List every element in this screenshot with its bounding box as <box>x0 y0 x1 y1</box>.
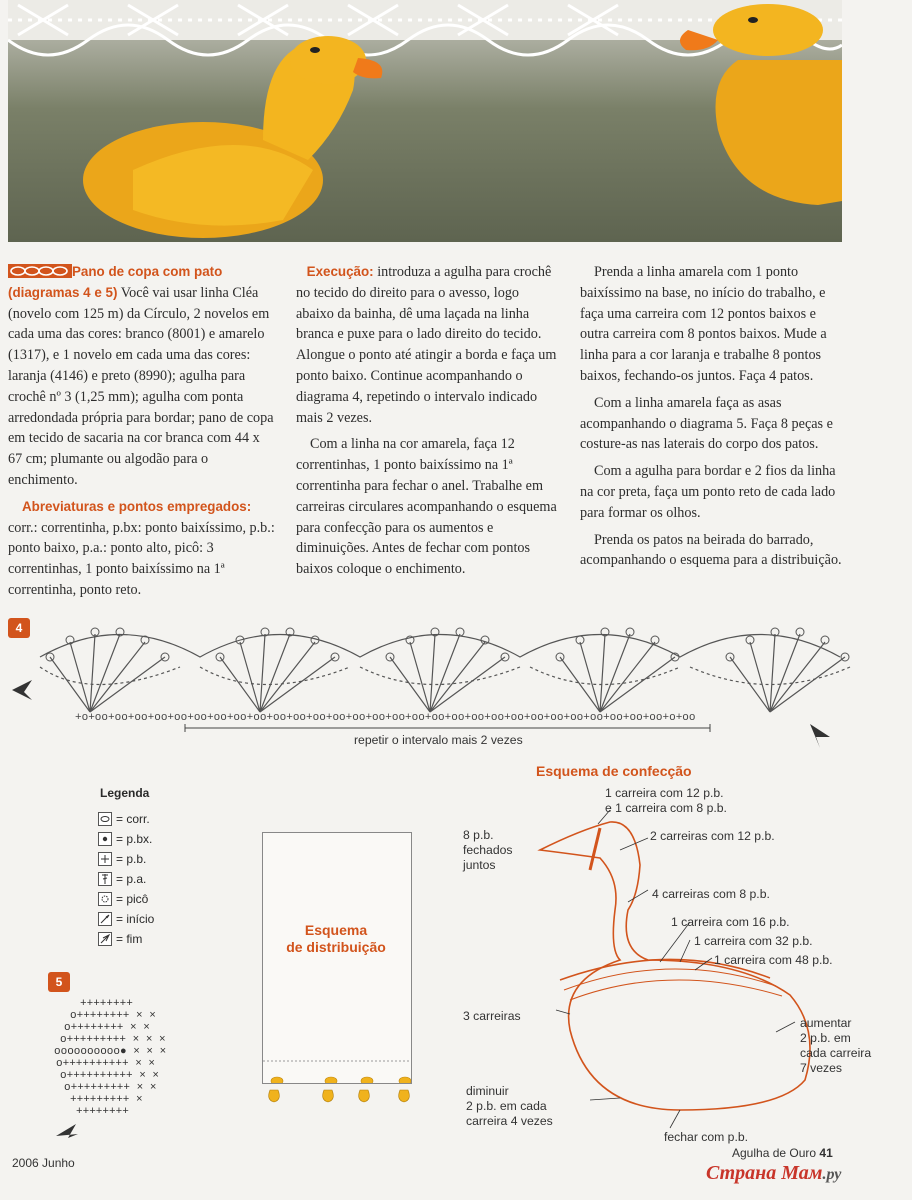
legend-item-start: = início <box>98 912 154 926</box>
picot-symbol-icon <box>98 892 112 906</box>
schema-label-b: e 1 carreira com 8 p.b. <box>605 801 727 815</box>
right-paragraph-2: Com a linha amarela faça as asas acompanhando o diagrama 5. Faça 8 peças e costure-as nas laterais do corpo dos patos. <box>580 394 833 453</box>
section-title: Pano de copa com pato <box>72 264 223 279</box>
schema-label-a: 1 carreira com 12 p.b. <box>605 786 724 800</box>
execution-paragraph: Execução: introduza a agulha para crochê no tecido do direito para o avesso, logo abaixo da bainha, dê uma laçada na linha branca e puxe para o lado direito do tecido. Alongue o ponto até atingir a borda e faça um ponto baixo. Continue acompanhando o diagrama 4, repetindo o intervalo indicado mais 2 vezes. <box>296 264 557 426</box>
schema-label-n: fechar com p.b. <box>664 1130 748 1144</box>
distribution-title: Esquema de distribuição <box>286 922 386 955</box>
watermark: Страна Мам.ру <box>706 1162 842 1184</box>
legend-item-slip-stitch: = p.bx. <box>98 832 152 846</box>
schema-title: Esquema de confecção <box>536 763 692 779</box>
chain-symbol-icon <box>98 812 112 826</box>
materials-paragraph <box>8 262 276 491</box>
diagram-4-badge: 4 <box>8 618 30 638</box>
schema-label-l1: aumentar <box>800 1016 852 1030</box>
repeat-label: repetir o intervalo mais 2 vezes <box>354 733 523 747</box>
yellow-paragraph: Com a linha na cor amarela, faça 12 correntinhas, 1 ponto baixíssimo na 1ª correntinha para fechar o anel. Trabalhe em carreiras circulares acompanhando o esquema para confecção para os aumentos e diminuições. Antes de fechar com pontos baixos coloque o enchimento. <box>296 436 557 578</box>
abbreviations-title: Abreviaturas e pontos empregados: <box>22 498 252 514</box>
abbreviations-text: corr.: correntinha, p.bx: ponto baixíssimo, p.b.: ponto baixo, p.a.: ponto alto, picô: 3 correntinhas, 1 ponto baixíssimo na 1ª correntinha, ponto reto. <box>8 519 275 598</box>
schema-label-i: 1 carreira com 32 p.b. <box>694 934 813 948</box>
legend-item-picot: = picô <box>98 892 148 906</box>
footer-date: 2006 Junho <box>12 1156 75 1170</box>
schema-label-k: 3 carreiras <box>463 1009 521 1023</box>
duck-left-image <box>63 20 393 242</box>
distribution-ducks <box>262 1080 422 1104</box>
schema-label-l3: cada carreira <box>800 1046 872 1060</box>
schema-label-j: 1 carreira com 48 p.b. <box>714 953 833 967</box>
svg-text:+o+oo+oo+oo+oo+oo+oo+oo+oo+oo+: +o+oo+oo+oo+oo+oo+oo+oo+oo+oo+oo+oo+oo+oo+oo+oo+oo+oo+oo+oo+oo+oo+oo+oo+oo+oo+oo+oo+oo+oo+o+oo <box>75 712 696 724</box>
schema-label-e: juntos <box>463 858 496 872</box>
materials-text: Você vai usar linha Cléa (novelo com 125 m) da Círculo, 2 novelos em cada uma das cores: branco (8001) e amarelo (1317), e 1 novelo em cada uma das cores: laranja (4146) e preto (8990); agulha para crochê nº 3 (1,25 mm); agulha com ponta arredondada própria para bordar; pano de copa em tecido de sacaria na cor branca com 44 x 67 cm; plumante ou algodão para o enchimento. <box>8 284 274 488</box>
legend-item-end: = fim <box>98 932 142 946</box>
svg-text:++++++++: ++++++++ <box>76 1106 129 1118</box>
right-paragraph-4: Prenda os patos na beirada do barrado, acompanhando o esquema para a distribuição. <box>580 531 842 569</box>
section-subtitle: (diagramas 4 e 5) <box>8 284 118 300</box>
legend-item-single-crochet: = p.b. <box>98 852 146 866</box>
legend-item-chain: = corr. <box>98 812 150 826</box>
schema-label-g: 4 carreiras com 8 p.b. <box>652 887 770 901</box>
right-paragraph-3: Com a agulha para bordar e 2 fios da linha na cor preta, faça um ponto reto de cada lado para formar os olhos. <box>580 463 836 521</box>
schema-label-m2: 2 p.b. em cada <box>466 1099 547 1113</box>
legend-title: Legenda <box>100 786 150 800</box>
diagram-5-wing-chart <box>50 996 225 1141</box>
schema-label-c: 8 p.b. <box>463 828 494 842</box>
duck-right-image <box>678 0 842 215</box>
schema-label-m3: carreira 4 vezes <box>466 1114 553 1128</box>
dc-symbol-icon <box>98 872 112 886</box>
diagram-5-badge: 5 <box>48 972 70 992</box>
schema-label-m1: diminuir <box>466 1084 509 1098</box>
svg-text:++++++++: ++++++++ <box>80 998 133 1010</box>
left-column <box>8 262 276 607</box>
svg-text:o++++++++ × ×: o++++++++ × × <box>64 1022 150 1034</box>
right-paragraph-1: Prenda a linha amarela com 1 ponto baixíssimo na base, no início do trabalho, e faça uma carreira com 12 pontos baixos e outra carreira com 8 pontos baixos. Mude a linha para a cor laranja e trabalhe 8 pontos baixos, fechando-os juntos. Faça 4 patos. <box>580 264 827 384</box>
svg-text:o++++++++++ × ×: o++++++++++ × × <box>56 1058 156 1070</box>
distribution-box <box>262 832 412 1084</box>
svg-text:+++++++++ ×: +++++++++ × <box>70 1094 143 1106</box>
svg-text:oooooooooo● × × ×: oooooooooo● × × × <box>54 1046 167 1058</box>
start-arrow-icon <box>98 912 112 926</box>
header-photo <box>8 0 842 242</box>
right-column <box>580 262 842 577</box>
svg-text:o++++++++++ × ×: o++++++++++ × × <box>60 1070 160 1082</box>
schema-label-d: fechados <box>463 843 513 857</box>
middle-column <box>296 262 558 586</box>
chain-ornament-icon <box>8 264 72 278</box>
dot-symbol-icon <box>98 832 112 846</box>
svg-text:o+++++++++ × × ×: o+++++++++ × × × <box>60 1034 166 1046</box>
schema-label-f: 2 carreiras com 12 p.b. <box>650 829 775 843</box>
plus-symbol-icon <box>98 852 112 866</box>
svg-text:o++++++++ × ×: o++++++++ × × <box>70 1010 156 1022</box>
svg-text:o+++++++++ × ×: o+++++++++ × × <box>64 1082 157 1094</box>
schema-label-l4: 7 vezes <box>800 1061 843 1075</box>
footer-magazine: Agulha de Ouro 41 <box>732 1146 833 1160</box>
legend-item-double-crochet: = p.a. <box>98 872 146 886</box>
execution-label: Execução: <box>306 264 374 279</box>
duck-pattern-schema <box>520 810 900 1140</box>
page-number: 41 <box>819 1146 833 1160</box>
end-arrow-icon <box>98 932 112 946</box>
schema-label-h: 1 carreira com 16 p.b. <box>671 915 790 929</box>
schema-label-l2: 2 p.b. em <box>800 1031 851 1045</box>
